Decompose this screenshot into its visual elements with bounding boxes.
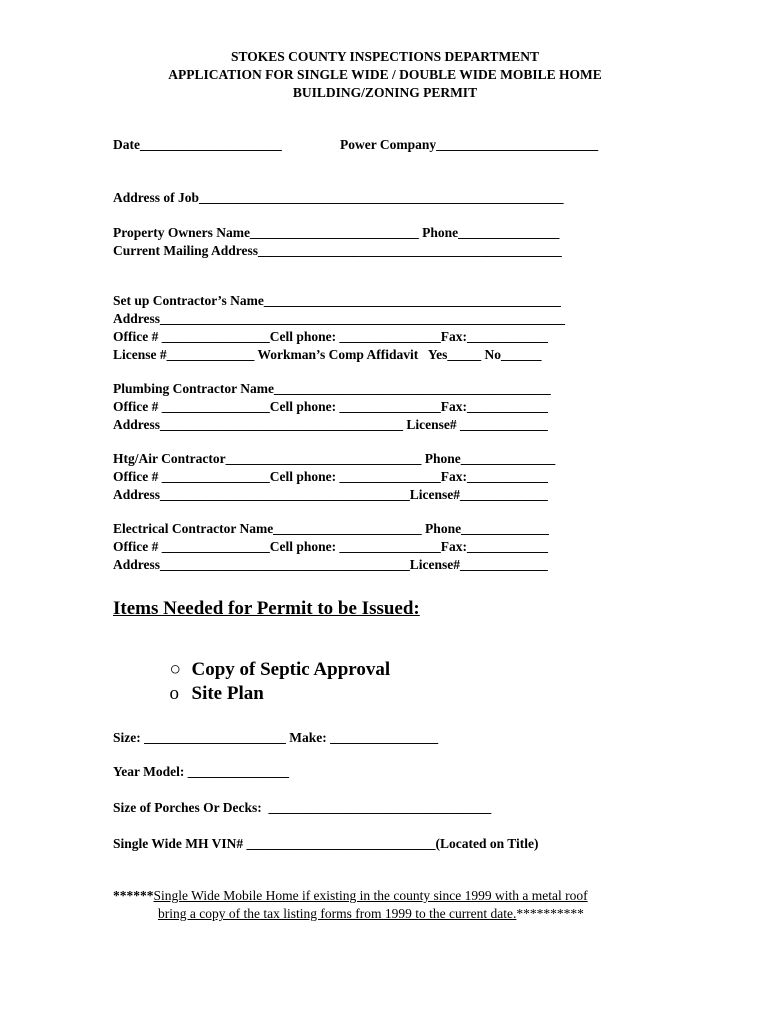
note-stars-start: ****** [113,888,154,903]
setup-contractor-license: License #_____________ Workman’s Comp Affidavit Yes_____ No______ [113,347,542,362]
form-title-line-2: APPLICATION FOR SINGLE WIDE / DOUBLE WIDE MOBILE HOME [168,67,602,82]
electrical-contractor-name: Electrical Contractor Name______________________ Phone_____________ [113,521,549,536]
htg-contractor-address: Address_____________________________________License#_____________ [113,487,548,502]
items-needed-heading: Items Needed for Permit to be Issued: [113,598,420,619]
year-model-field: Year Model: _______________ [113,764,289,779]
electrical-contractor-address: Address_____________________________________License#_____________ [113,557,548,572]
plumbing-contractor-office: Office # ________________Cell phone: _______________Fax:____________ [113,399,548,414]
power-company-field: Power Company________________________ [340,137,599,152]
form-title-line-1: STOKES COUNTY INSPECTIONS DEPARTMENT [231,49,539,64]
address-of-job-field: Address of Job______________________________________________________ [113,190,564,205]
htg-contractor-office: Office # ________________Cell phone: _______________Fax:____________ [113,469,548,484]
plumbing-contractor-name: Plumbing Contractor Name_________________________________________ [113,381,551,396]
site-plan-item: Site Plan [191,683,264,704]
tax-listing-note [113,887,588,923]
setup-contractor-office: Office # ________________Cell phone: _______________Fax:____________ [113,329,548,344]
setup-contractor-name: Set up Contractor’s Name____________________________________________ [113,293,561,308]
note-stars-end: ********** [516,906,584,921]
circle-bullet-icon: ○ [169,659,181,680]
septic-approval-item: Copy of Septic Approval [191,659,391,680]
list-item [160,661,264,705]
mailing-address-field: Current Mailing Address_____________________________________________ [113,243,562,258]
circle-bullet-icon: o [169,683,179,704]
htg-contractor-name: Htg/Air Contractor_____________________________ Phone______________ [113,451,556,466]
plumbing-contractor-address: Address____________________________________ License# _____________ [113,417,548,432]
form-title-line-3: BUILDING/ZONING PERMIT [292,85,478,100]
vin-field: Single Wide MH VIN# ____________________________(Located on Title) [113,836,539,851]
porches-decks-field: Size of Porches Or Decks: _________________________________ [113,800,492,815]
note-line-2: bring a copy of the tax listing forms from 1999 to the current date. [158,906,517,921]
property-owners-field: Property Owners Name_________________________ Phone_______________ [113,225,560,240]
note-line-1: Single Wide Mobile Home if existing in the county since 1999 with a metal roof [153,888,588,903]
electrical-contractor-office: Office # ________________Cell phone: _______________Fax:____________ [113,539,548,554]
size-make-field: Size: _____________________ Make: ________________ [113,730,439,745]
date-field: Date_____________________ [113,137,282,152]
setup-contractor-address: Address____________________________________________________________ [113,311,566,326]
